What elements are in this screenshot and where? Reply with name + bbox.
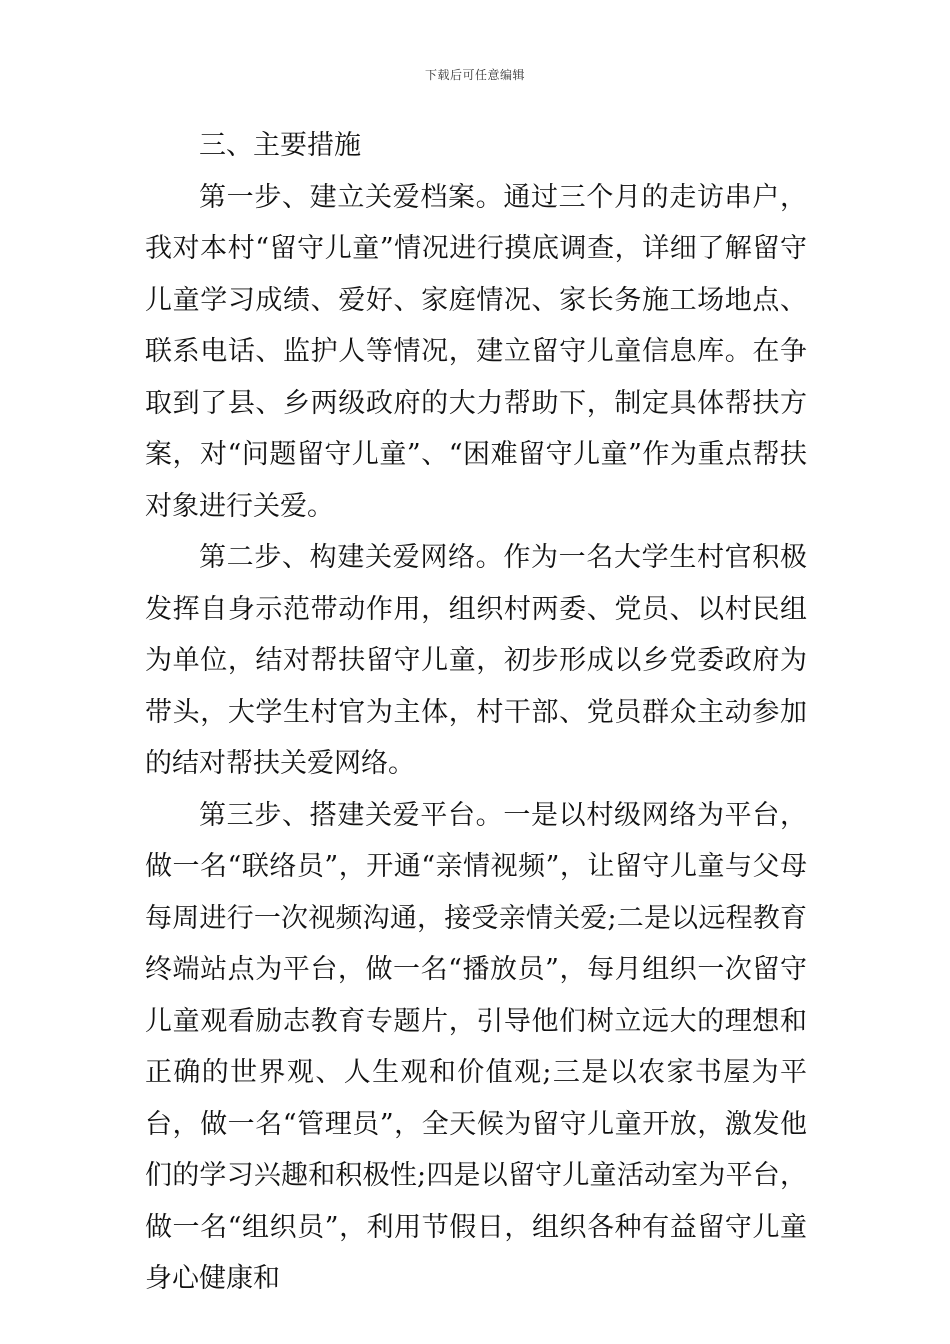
paragraph-step-three: 第三步、搭建关爱平台。一是以村级网络为平台，做一名“联络员”，开通“亲情视频”，让留守儿童与父母每周进行一次视频沟通，接受亲情关爱;二是以远程教育终端站点为平台，做一名“播放员”，每月组织一次留守儿童观看励志教育专题片，引导他们树立远大的理想和正确的世界观、人生观和价值观;三是以农家书屋为平台，做一名“管理员”，全天候为留守儿童开放，激发他们的学习兴趣和积极性;四是以留守儿童活动室为平台，做一名“组织员”，利用节假日，组织各种有益留守儿童身心健康和 [145, 799, 807, 1294]
section-heading: 三、主要措施 [199, 130, 361, 161]
document-body [145, 120, 807, 1305]
paragraph-step-one: 第一步、建立关爱档案。通过三个月的走访串户，我对本村“留守儿童”情况进行摸底调查，详细了解留守儿童学习成绩、爱好、家庭情况、家长务施工场地点、联系电话、监护人等情况，建立留守儿童信息库。在争取到了县、乡两级政府的大力帮助下，制定具体帮扶方案，对“问题留守儿童”、“困难留守儿童”作为重点帮扶对象进行关爱。 [145, 181, 807, 522]
page-header-note: 下载后可任意编辑 [424, 68, 525, 82]
paragraph-step-two: 第二步、构建关爱网络。作为一名大学生村官积极发挥自身示范带动作用，组织村两委、党员、以村民组为单位，结对帮扶留守儿童，初步形成以乡党委政府为带头，大学生村官为主体，村干部、党员群众主动参加的结对帮扶关爱网络。 [145, 542, 807, 779]
